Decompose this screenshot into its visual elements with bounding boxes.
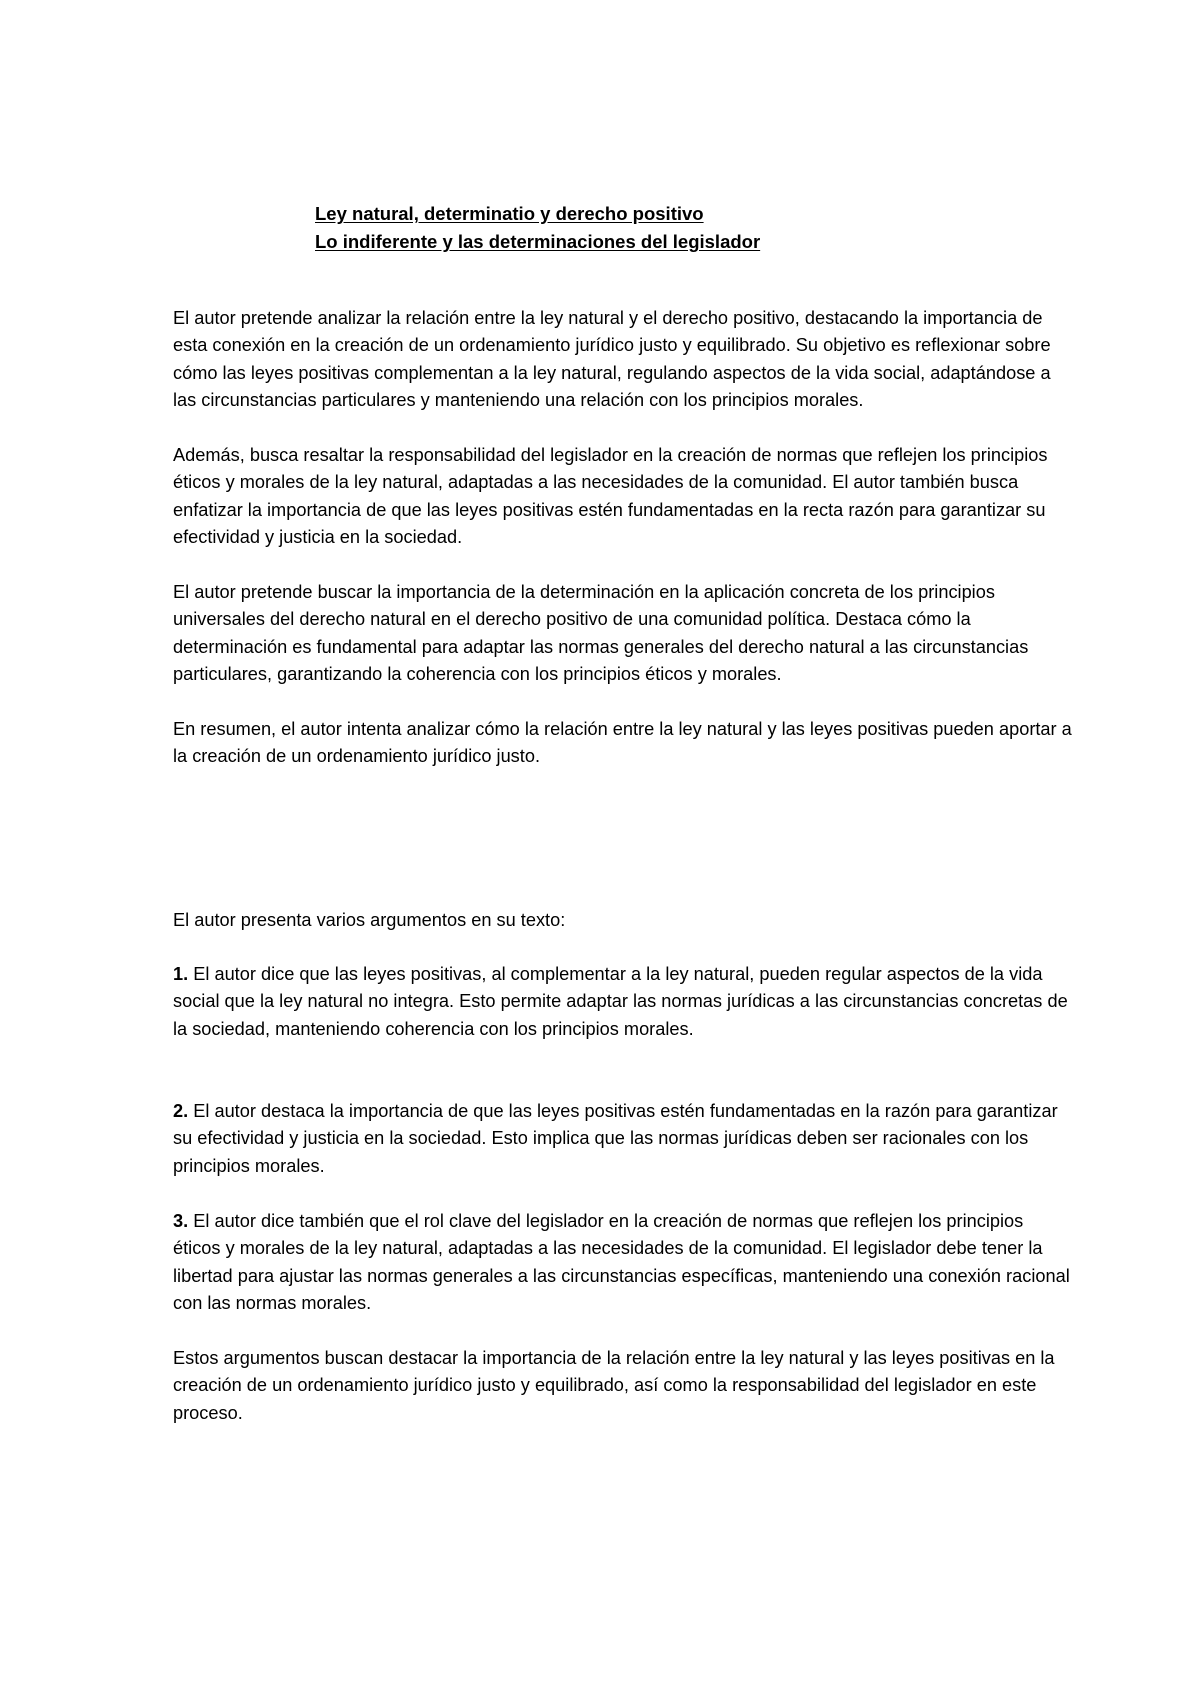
- argument-text: El autor dice que las leyes positivas, al complementar a la ley natural, pueden regular aspectos de la vida social que la ley natural no integra. Esto permite adaptar las normas jurídicas a las circunstancias concretas de la sociedad, manteniendo coherencia con los principios morales.: [173, 964, 1068, 1039]
- argument-item: [173, 1208, 1073, 1318]
- argument-number: 3.: [173, 1211, 189, 1231]
- argument-paragraph: [173, 1098, 1073, 1180]
- intro-paragraph: El autor pretende buscar la importancia de la determinación en la aplicación concreta de los principios universales del derecho natural en el derecho positivo de una comunidad política. Destaca cómo la determinación es fundamental para adaptar las normas generales del derecho natural a las circunstancias particulares, garantizando la coherencia con los principios éticos y morales.: [173, 582, 1029, 685]
- arguments-heading: [173, 907, 1073, 934]
- argument-paragraph: [173, 961, 1073, 1043]
- argument-text: El autor dice también que el rol clave del legislador en la creación de normas que reflejen los principios éticos y morales de la ley natural, adaptadas a las necesidades de la comunidad. El legislador debe tener la libertad para ajustar las normas generales a las circunstancias específicas, manteniendo una conexión racional con las normas morales.: [173, 1211, 1070, 1314]
- conclusion-paragraph: Estos argumentos buscan destacar la importancia de la relación entre la ley natural y las leyes positivas en la creación de un ordenamiento jurídico justo y equilibrado, así como la responsabilidad del legislador en este proceso.: [173, 1348, 1055, 1423]
- conclusion-section: [173, 1345, 1073, 1427]
- document-title-block: [315, 200, 760, 256]
- argument-item: [173, 1098, 1073, 1180]
- argument-item: [173, 961, 1073, 1043]
- arguments-heading-text: El autor presenta varios argumentos en su texto:: [173, 910, 566, 930]
- argument-paragraph: [173, 1208, 1073, 1318]
- summary-paragraph: En resumen, el autor intenta analizar cómo la relación entre la ley natural y las leyes positivas pueden aportar a la creación de un ordenamiento jurídico justo.: [173, 719, 1072, 767]
- intro-paragraph: El autor pretende analizar la relación entre la ley natural y el derecho positivo, destacando la importancia de esta conexión en la creación de un ordenamiento jurídico justo y equilibrado. Su objetivo es reflexionar sobre cómo las leyes positivas complementan a la ley natural, regulando aspectos de la vida social, adaptándose a las circunstancias particulares y manteniendo una relación con los principios morales.: [173, 308, 1051, 411]
- document-title: Ley natural, determinatio y derecho positivo: [315, 203, 704, 224]
- intro-section: [173, 305, 1073, 771]
- argument-text: El autor destaca la importancia de que las leyes positivas estén fundamentadas en la razón para garantizar su efectividad y justicia en la sociedad. Esto implica que las normas jurídicas deben ser racionales con los principios morales.: [173, 1101, 1058, 1176]
- document-subtitle: Lo indiferente y las determinaciones del legislador: [315, 231, 761, 252]
- argument-number: 2.: [173, 1101, 189, 1121]
- intro-paragraph: Además, busca resaltar la responsabilidad del legislador en la creación de normas que reflejen los principios éticos y morales de la ley natural, adaptadas a las necesidades de la comunidad. El autor también busca enfatizar la importancia de que las leyes positivas estén fundamentadas en la recta razón para garantizar su efectividad y justicia en la sociedad.: [173, 445, 1048, 548]
- argument-number: 1.: [173, 964, 189, 984]
